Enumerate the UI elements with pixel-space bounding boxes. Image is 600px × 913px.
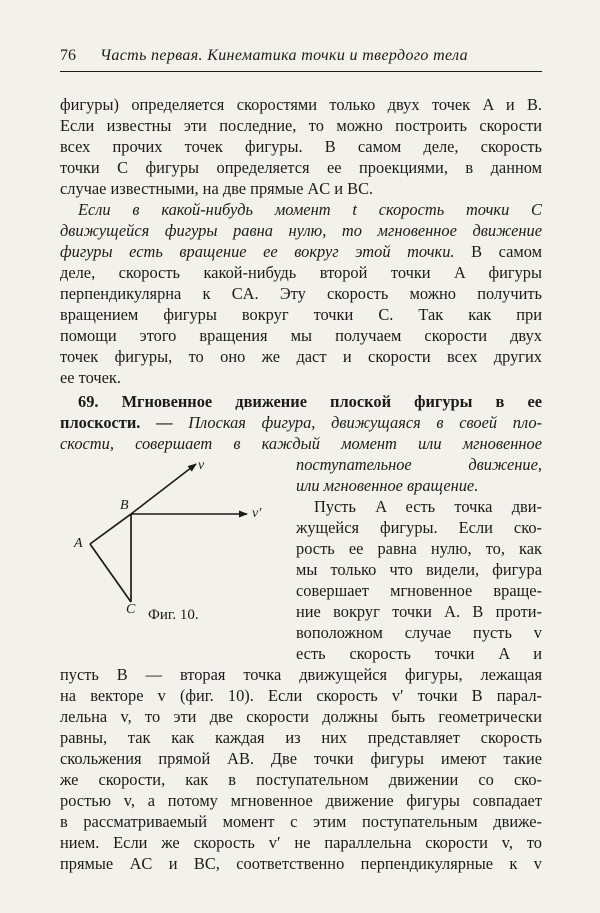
text-line: есть скорость точки A и [296, 644, 542, 663]
mixed-line [60, 242, 542, 262]
label-B: B [120, 498, 129, 513]
text-line: воположном случае пусть v [296, 623, 542, 642]
velocity-v-arrow [131, 464, 196, 514]
text-line: скольжения прямой AB. Две точки фигуры имеют такие [60, 749, 542, 768]
text-line: нием. Если же скорость v′ не параллельна скорости v, то [60, 833, 542, 852]
label-v: v [198, 458, 205, 473]
text-line: в рассматриваемый момент с этим поступательным движе- [60, 812, 542, 831]
italic-line: Если в какой-нибудь момент t скорость точки C [78, 200, 542, 219]
figure-10 [60, 455, 300, 645]
text-line: точки C фигуры определяется ее проекциями, в данном [60, 158, 542, 177]
italic-line: или мгновенное вращение. [296, 476, 479, 495]
running-title: Часть первая. Кинематика точки и твердого тела [100, 47, 468, 64]
text-line: ние вокруг точки A. В проти- [296, 602, 542, 621]
text-line: вращением фигуры вокруг точки C. Так как при [60, 305, 542, 324]
segment-AB [90, 514, 131, 544]
header-rule [60, 71, 542, 72]
italic-segment: фигуры есть вращение ее вокруг этой точки. [60, 242, 455, 261]
italic-line: поступательное движение, [296, 455, 542, 474]
mixed-line [60, 413, 542, 433]
text-line: совершает мгновенное враще- [296, 581, 542, 600]
text-line: на векторе v (фиг. 10). Если скорость v′ точки B парал- [60, 686, 542, 705]
text-line: пусть B — вторая точка движущейся фигуры, лежащая [60, 665, 542, 684]
label-C: C [126, 602, 136, 617]
label-A: A [74, 536, 83, 551]
text-line: точек фигуры, то оно же даст и скорости всех других [60, 347, 542, 366]
page-number: 76 [60, 47, 76, 64]
section-heading-cont: плоскости. — [60, 413, 173, 432]
text-line: прямые AC и BC, соответственно перпендикулярные к v [60, 854, 542, 873]
text-line: мы только что видели, фигура [296, 560, 542, 579]
text-line: всех прочих точек фигуры. В самом деле, скорость [60, 137, 542, 156]
text-line: лельна v, то эти две скорости должны быть геометрически [60, 707, 542, 726]
text-line: перпендикулярна к CA. Эту скорость можно получить [60, 284, 542, 303]
text-line: помощи этого вращения мы получаем скорости двух [60, 326, 542, 345]
text-line: Пусть A есть точка дви- [314, 497, 542, 516]
segment-AC [90, 544, 131, 602]
page-header [60, 47, 542, 73]
text-segment: В самом [471, 242, 542, 261]
text-line: ее точек. [60, 368, 121, 387]
text-line: Если известны эти последние, то можно построить скорости [60, 116, 542, 135]
italic-line: скости, совершает в каждый момент или мгновенное [60, 434, 542, 453]
text-line: фигуры) определяется скоростями только двух точек A и B. [60, 95, 542, 114]
text-line: деле, скорость какой-нибудь второй точки A фигуры [60, 263, 542, 282]
text-line: случае известными, на две прямые AC и BC. [60, 179, 374, 198]
italic-segment: Плоская фигура, движущаяся в своей пло- [188, 413, 542, 432]
text-line: жущейся фигуры. Если ско- [296, 518, 542, 537]
section-heading: 69. Мгновенное движение плоской фигуры в ее [78, 392, 542, 411]
text-line: рость ее равна нулю, то, как [296, 539, 542, 558]
text-line: равны, так как каждая из них представляет скорость [60, 728, 542, 747]
text-line: же скорости, как в поступательном движении со ско- [60, 770, 542, 789]
italic-line: движущейся фигуры равна нулю, то мгновенное движение [60, 221, 542, 240]
label-v-prime: v′ [252, 506, 262, 521]
text-line: ростью v, а потому мгновенное движение фигуры совпадает [60, 791, 542, 810]
figure-caption: Фиг. 10. [148, 607, 199, 623]
